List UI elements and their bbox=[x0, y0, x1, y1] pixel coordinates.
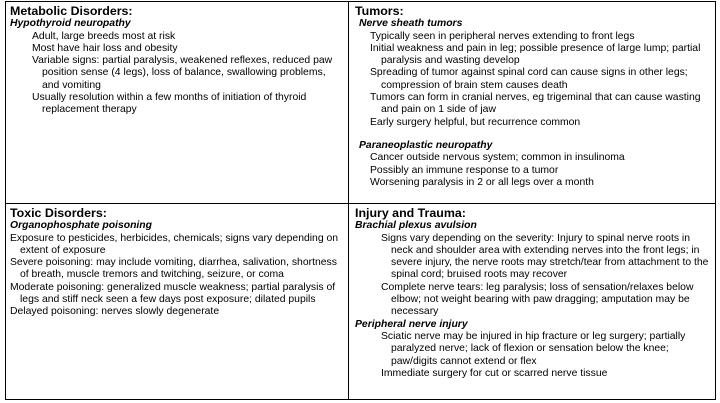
list-item: Exposure to pesticides, herbicides, chemicals; signs vary depending on extent of exposure bbox=[10, 232, 339, 256]
list-item: Sciatic nerve may be injured in hip fracture or leg surgery; partially paralyzed nerve; lack of flexion or sensation below the knee; paw/digits cannot extend or flex bbox=[381, 331, 686, 367]
peripheral-nerve-subheading: Peripheral nerve injury bbox=[355, 318, 468, 330]
disorders-table bbox=[5, 1, 716, 400]
injury-heading: Injury and Trauma: bbox=[355, 206, 466, 220]
list-item: Delayed poisoning: nerves slowly degenerate bbox=[10, 306, 220, 318]
toxic-heading: Toxic Disorders: bbox=[10, 206, 107, 220]
list-item: Immediate surgery for cut or scarred nerve tissue bbox=[381, 367, 608, 379]
list-item: Adult, large breeds most at risk bbox=[32, 30, 176, 42]
list-item: Possibly an immune response to a tumor bbox=[370, 164, 559, 176]
brachial-plexus-subheading: Brachial plexus avulsion bbox=[355, 220, 477, 231]
spacer bbox=[355, 129, 713, 140]
list-item: Typically seen in peripheral nerves extending to front legs bbox=[370, 30, 635, 42]
list-item: Usually resolution within a few months of initiation of thyroid replacement therapy bbox=[32, 91, 307, 116]
list-item: Spreading of tumor against spinal cord can cause signs in other legs; compression of brain stem causes death bbox=[370, 67, 688, 91]
hypothyroid-subheading: Hypothyroid neuropathy bbox=[10, 18, 131, 29]
toxic-disorders-cell bbox=[10, 206, 344, 319]
paraneoplastic-subheading: Paraneoplastic neuropathy bbox=[359, 139, 493, 151]
list-item: Severe poisoning: may include vomiting, diarrhea, salivation, shortness of breath, muscle tremors and twitching, seizure, or coma bbox=[10, 257, 337, 281]
organophosphate-subheading: Organophosphate poisoning bbox=[10, 220, 152, 231]
list-item: Signs vary depending on the severity: Injury to spinal nerve roots in neck and shoulder area with extending nerves into the front legs; in severe injury, the nerve roots may stretch/tear from attachment to the spinal cord; bruised roots may recover bbox=[381, 232, 709, 281]
row-divider bbox=[6, 203, 715, 204]
list-item: Moderate poisoning: generalized muscle weakness; partial paralysis of legs and stiff neck seen a few days post exposure; dilated pupils bbox=[10, 281, 336, 305]
list-item: Variable signs: partial paralysis, weakened reflexes, reduced paw position sense (4 legs), loss of balance, swallowing problems, and vomiting bbox=[32, 55, 333, 91]
list-item: Complete nerve tears: leg paralysis; loss of sensation/relaxes below elbow; not weight bearing with paw dragging; amputation may be necessary bbox=[381, 281, 694, 318]
tumors-heading: Tumors: bbox=[355, 4, 404, 18]
column-divider bbox=[348, 2, 349, 399]
list-item: Early surgery helpful, but recurrence common bbox=[370, 116, 581, 128]
list-item: Most have hair loss and obesity bbox=[32, 42, 178, 54]
metabolic-disorders-cell bbox=[10, 4, 344, 117]
injury-trauma-cell bbox=[355, 206, 713, 380]
list-item: Cancer outside nervous system; common in insulinoma bbox=[370, 152, 625, 164]
tumors-cell bbox=[355, 4, 713, 189]
list-item: Worsening paralysis in 2 or all legs over a month bbox=[370, 176, 594, 188]
list-item: Tumors can form in cranial nerves, eg trigeminal that can cause wasting and pain on 1 side of jaw bbox=[370, 91, 701, 116]
metabolic-heading: Metabolic Disorders: bbox=[10, 4, 133, 18]
list-item: Initial weakness and pain in leg; possible presence of large lump; partial paralysis and wasting develop bbox=[370, 42, 701, 67]
nerve-sheath-subheading: Nerve sheath tumors bbox=[359, 18, 463, 29]
